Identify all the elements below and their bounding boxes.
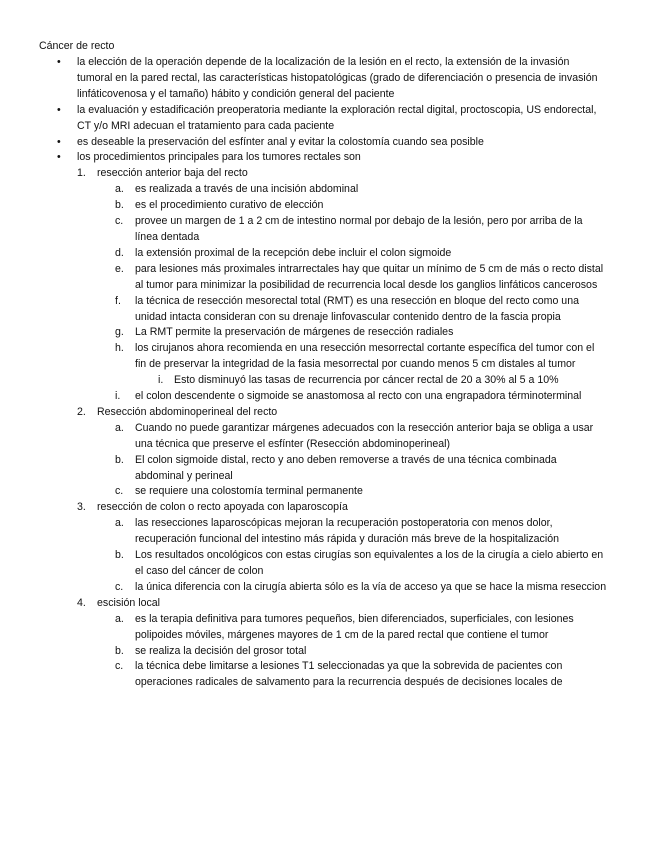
document-title: Cáncer de recto bbox=[39, 40, 115, 52]
bullet-item bbox=[0, 135, 655, 151]
procedure-detail-list bbox=[97, 182, 607, 405]
detail-text: se realiza la decisión del grosor total bbox=[135, 644, 307, 657]
detail-letter: h. bbox=[115, 342, 124, 355]
detail-item bbox=[0, 294, 607, 326]
detail-item bbox=[0, 612, 607, 644]
detail-text: la técnica debe limitarse a lesiones T1 seleccionadas ya que la sobrevida de pacientes con operaciones radicales de salvamento para la recurrencia después de decisiones locales de bbox=[135, 660, 563, 689]
detail-item bbox=[0, 453, 607, 485]
detail-letter: a. bbox=[115, 517, 124, 530]
detail-item bbox=[0, 214, 607, 246]
detail-text: provee un margen de 1 a 2 cm de intestino normal por debajo de la lesión, pero por arriba de la línea dentada bbox=[135, 215, 583, 243]
bullet-marker: • bbox=[57, 56, 61, 68]
detail-letter: e. bbox=[115, 262, 124, 275]
bullet-marker: • bbox=[57, 135, 61, 148]
detail-text: es el procedimiento curativo de elección bbox=[135, 199, 324, 212]
detail-item bbox=[0, 644, 607, 660]
detail-letter: a. bbox=[115, 612, 124, 625]
procedure-item bbox=[0, 405, 607, 500]
detail-text: El colon sigmoide distal, recto y ano deben removerse a través de una técnica combinada abdominal y perineal bbox=[135, 453, 557, 482]
detail-text: Cuando no puede garantizar márgenes adecuados con la resección anterior baja se obliga a usar una técnica que preserve el esfínter (Resección abdominoperineal) bbox=[135, 421, 594, 450]
procedure-detail-list bbox=[97, 612, 607, 692]
detail-letter: d. bbox=[115, 246, 124, 259]
procedure-title: escisión local bbox=[97, 596, 161, 609]
detail-item bbox=[0, 182, 607, 198]
sub-detail-item bbox=[0, 373, 607, 389]
detail-text: las resecciones laparoscópicas mejoran la recuperación postoperatoria con menos dolor, recuperación funcional del intestino más rápida y duración más breve de la hospitalización bbox=[135, 517, 559, 546]
detail-letter: c. bbox=[115, 660, 124, 673]
detail-letter: b. bbox=[115, 644, 124, 657]
detail-text: la extensión proximal de la recepción debe incluir el colon sigmoide bbox=[135, 246, 452, 259]
detail-letter: c. bbox=[115, 215, 124, 228]
bullet-text: la elección de la operación depende de la localización de la lesión en el recto, la extensión de la invasión tumoral en la pared rectal, las características histopatológicas (grado de diferenciación o presencia de invasión linfáticovenosa y el tamaño) hábito y condición general del paciente bbox=[77, 56, 598, 100]
procedure-number: 2. bbox=[77, 405, 86, 418]
procedure-number: 3. bbox=[77, 501, 86, 514]
bullet-marker: • bbox=[57, 103, 61, 116]
detail-text: para lesiones más proximales intrarrectales hay que quitar un mínimo de 5 cm de más o recto distal al tumor para minimizar la posibilidad de recurrencia local desde los ganglios linfáticos cancerosos bbox=[135, 262, 604, 291]
detail-letter: f. bbox=[115, 294, 121, 307]
sub-detail-numeral: i. bbox=[158, 374, 164, 387]
procedure-item bbox=[0, 596, 607, 691]
detail-item bbox=[0, 198, 607, 214]
detail-item bbox=[0, 262, 607, 294]
bullet-marker: • bbox=[57, 151, 61, 164]
bullet-item bbox=[0, 150, 655, 691]
detail-text: la única diferencia con la cirugía abierta sólo es la vía de acceso ya que se hace la misma reseccion bbox=[135, 580, 607, 593]
detail-item bbox=[0, 421, 607, 453]
detail-item bbox=[0, 659, 607, 691]
detail-letter: a. bbox=[115, 421, 124, 434]
sub-detail-list bbox=[135, 373, 607, 389]
detail-item bbox=[0, 325, 607, 341]
detail-text: es la terapia definitiva para tumores pequeños, bien diferenciados, superficiales, con lesiones polipoides móviles, márgenes mayores de 1 cm de la pared rectal que contiene el tumor bbox=[135, 612, 574, 641]
bullet-list bbox=[0, 55, 655, 691]
detail-letter: b. bbox=[115, 549, 124, 562]
detail-text: el colon descendente o sigmoide se anastomosa al recto con una engrapadora términoterminal bbox=[135, 390, 582, 403]
procedure-title: resección anterior baja del recto bbox=[97, 167, 248, 180]
detail-item bbox=[0, 389, 607, 405]
detail-item bbox=[0, 516, 607, 548]
detail-text: Los resultados oncológicos con estas cirugías son equivalentes a los de la cirugía a cielo abierto en el caso del cáncer de colon bbox=[135, 549, 604, 577]
procedure-title: resección de colon o recto apoyada con laparoscopía bbox=[97, 501, 348, 514]
detail-letter: c. bbox=[115, 485, 124, 498]
detail-letter: g. bbox=[115, 326, 124, 339]
detail-letter: b. bbox=[115, 453, 124, 466]
detail-text: la técnica de resección mesorectal total (RMT) es una resección en bloque del recto como una unidad intacta consideran con su drenaje linfovascular contenido dentro de la fascia propia bbox=[135, 294, 579, 323]
detail-text: es realizada a través de una incisión abdominal bbox=[135, 183, 359, 196]
detail-item bbox=[0, 548, 607, 580]
bullet-item bbox=[0, 103, 655, 135]
procedure-item bbox=[0, 500, 607, 595]
bullet-text: es deseable la preservación del esfínter anal y evitar la colostomía cuando sea posible bbox=[77, 135, 484, 148]
detail-item bbox=[0, 246, 607, 262]
bullet-text: la evaluación y estadificación preoperatoria mediante la exploración rectal digital, proctoscopia, US endorectal, CT y/o MRI adecuan el tratamiento para cada paciente bbox=[77, 103, 597, 132]
sub-detail-text: Esto disminuyó las tasas de recurrencia por cáncer rectal de 20 a 30% al 5 a 10% bbox=[174, 374, 559, 387]
detail-letter: c. bbox=[115, 580, 124, 593]
procedure-detail-list bbox=[97, 421, 607, 501]
detail-item bbox=[0, 580, 607, 596]
procedure-title: Resección abdominoperineal del recto bbox=[97, 405, 278, 418]
detail-item bbox=[0, 341, 607, 389]
procedure-detail-list bbox=[97, 516, 607, 596]
bullet-text: los procedimientos principales para los tumores rectales son bbox=[77, 151, 361, 164]
procedure-number: 1. bbox=[77, 167, 86, 180]
detail-text: los cirujanos ahora recomienda en una resección mesorrectal cortante específica del tumor con el fin de preservar la integridad de la fasia mesorrectal por cuando menos 5 cm distales al tumor bbox=[135, 342, 595, 371]
bullet-item bbox=[0, 55, 655, 103]
detail-item bbox=[0, 484, 607, 500]
procedure-number: 4. bbox=[77, 596, 86, 609]
procedure-list bbox=[77, 166, 607, 691]
detail-text: La RMT permite la preservación de márgenes de resección radiales bbox=[135, 326, 454, 339]
procedure-item bbox=[0, 166, 607, 405]
detail-letter: i. bbox=[115, 390, 121, 403]
detail-letter: a. bbox=[115, 183, 124, 196]
detail-letter: b. bbox=[115, 199, 124, 212]
detail-text: se requiere una colostomía terminal permanente bbox=[135, 485, 363, 498]
